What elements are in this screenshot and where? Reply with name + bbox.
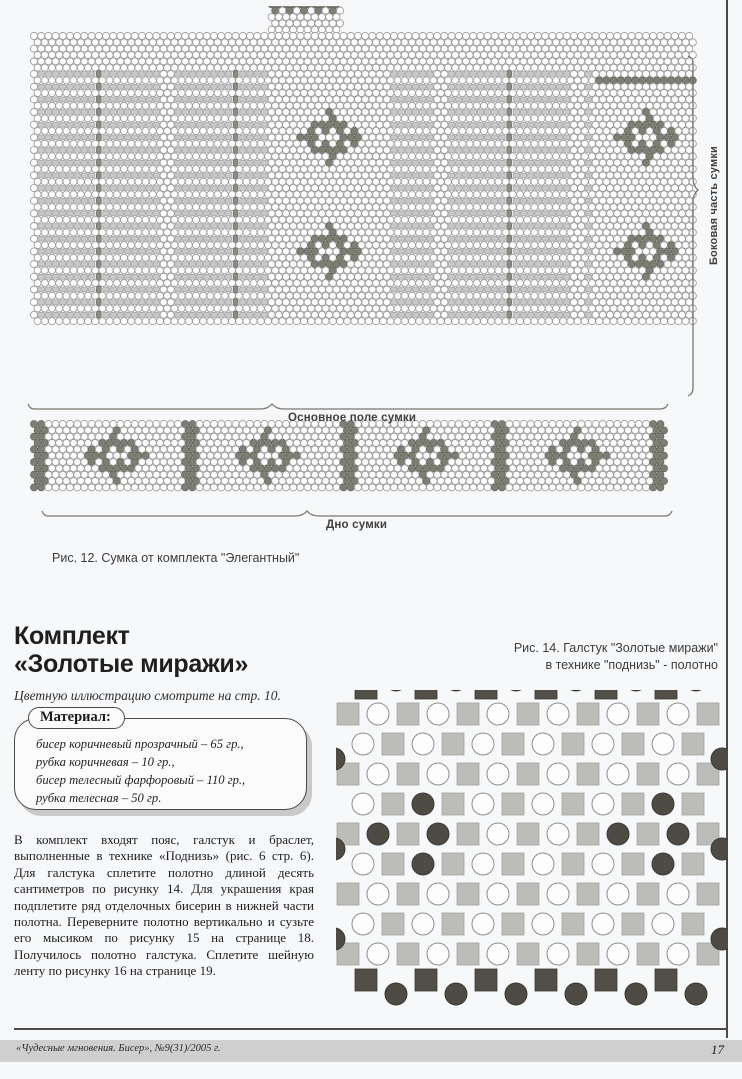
bead-circle-light [352,913,374,935]
bead-square-light [502,853,524,875]
bead-square-light [577,823,599,845]
label-main-field: Основное поле сумки [288,412,417,424]
tie-beads [336,690,728,1005]
article-title [14,622,314,678]
bead-circle-light [607,703,629,725]
bead-circle-dark [711,838,728,860]
bead-circle-light [352,733,374,755]
bead-circle-light [427,883,449,905]
bead-square-light [637,763,659,785]
bead-square-light [622,853,644,875]
bead-circle-light [472,793,494,815]
bead-circle-light [367,883,389,905]
bead-square-light [442,913,464,935]
bead-circle-light [592,793,614,815]
article-column [14,622,314,979]
bead-square-dark [475,969,497,991]
tie-diagram-svg [336,690,728,1020]
bead-square-light [442,733,464,755]
figure-12-bag-chart [20,6,720,566]
bead-square-dark [655,690,677,699]
material-item: рубка коричневая – 10 гр., [36,755,175,770]
chart-bottom-strip [30,420,667,490]
material-item: бисер коричневый прозрачный – 65 гр., [36,737,244,751]
figure-14-caption [514,640,718,674]
bead-square-light [562,733,584,755]
footer-page-number: 17 [711,1042,724,1057]
bead-circle-light [667,703,689,725]
bead-circle-light [652,913,674,935]
bead-square-dark [595,969,617,991]
bead-square-light [637,703,659,725]
bead-circle-light [352,853,374,875]
bead-square-light [457,703,479,725]
bead-circle-dark [565,690,587,691]
bead-square-light [682,853,704,875]
bead-square-light [577,943,599,965]
bead-circle-dark [711,928,728,950]
bead-circle-light [352,793,374,815]
bead-square-light [577,703,599,725]
bead-circle-light [532,913,554,935]
bead-circle-dark [685,983,707,1005]
bead-circle-light [547,703,569,725]
bead-square-light [442,793,464,815]
bead-square-dark [475,690,497,699]
bead-circle-light [487,763,509,785]
bead-square-light [397,703,419,725]
bead-square-light [682,793,704,815]
bead-square-light [382,793,404,815]
bead-circle-light [487,703,509,725]
bead-square-light [397,823,419,845]
bead-circle-light [367,943,389,965]
bead-circle-dark [565,983,587,1005]
bead-circle-light [652,733,674,755]
article-title-line1: Комплект [14,622,130,650]
bead-circle-light [592,913,614,935]
bead-circle-light [667,763,689,785]
bead-square-dark [355,690,377,699]
bead-square-light [397,763,419,785]
bead-circle-light [532,793,554,815]
bead-circle-light [487,943,509,965]
materials-tab-label: Материал: [28,707,125,729]
bead-circle-light [472,853,494,875]
bead-square-light [397,883,419,905]
bead-circle-light [532,853,554,875]
figure-14-caption-line2: в технике "поднизь" - полотно [545,657,718,672]
bead-square-light [502,793,524,815]
bead-square-light [697,703,719,725]
bead-square-light [397,943,419,965]
bead-circle-light [427,763,449,785]
bead-square-light [457,883,479,905]
bead-square-light [637,823,659,845]
bead-square-light [517,703,539,725]
brace-bottom [42,511,672,516]
bead-circle-dark [505,983,527,1005]
brace-main-field [28,404,668,409]
bead-square-light [502,733,524,755]
label-bottom: Дно сумки [326,519,388,531]
bead-square-light [457,763,479,785]
bead-square-light [502,913,524,935]
bead-circle-light [427,703,449,725]
bead-circle-dark [652,793,674,815]
bead-circle-dark [652,853,674,875]
bead-circle-light [472,913,494,935]
bead-square-dark [415,690,437,699]
bead-square-light [517,883,539,905]
bead-square-light [577,763,599,785]
bead-square-dark [535,969,557,991]
bead-circle-dark [505,690,527,691]
bead-circle-dark [385,690,407,691]
bead-square-light [457,823,479,845]
bead-square-light [382,853,404,875]
bead-circle-light [667,883,689,905]
bead-circle-light [487,883,509,905]
figure-14-tie-diagram [336,690,728,1020]
bead-circle-light [607,943,629,965]
bead-circle-light [547,763,569,785]
figure-14-caption-line1: Рис. 14. Галстук "Золотые миражи" [513,641,718,655]
bead-square-light [517,943,539,965]
bead-circle-light [427,943,449,965]
bead-circle-light [667,943,689,965]
material-item: бисер телесный фарфоровый – 110 гр., [36,773,246,788]
chart-top-tab [268,6,344,33]
bead-circle-light [592,853,614,875]
bead-circle-light [367,703,389,725]
bead-square-light [337,883,359,905]
bead-square-light [382,733,404,755]
bead-circle-dark [367,823,389,845]
label-side-part: Боковая часть сумки [708,146,720,266]
bead-square-light [697,883,719,905]
page-bottom-rule [14,1028,728,1030]
bead-circle-light [412,733,434,755]
materials-list [36,735,245,808]
figure-12-caption: Рис. 12. Сумка от комплекта "Элегантный" [52,551,300,565]
bead-circle-dark [445,983,467,1005]
bead-square-light [682,913,704,935]
bead-circle-light [592,733,614,755]
bead-square-light [622,913,644,935]
material-item: рубка телесная – 50 гр. [36,791,162,806]
bead-circle-dark [625,690,647,691]
bead-circle-dark [685,690,707,691]
bead-circle-dark [711,748,728,770]
bead-circle-dark [412,853,434,875]
bead-square-light [577,883,599,905]
bead-square-light [517,823,539,845]
bead-circle-light [367,763,389,785]
bead-circle-dark [412,793,434,815]
bead-square-light [562,913,584,935]
bead-square-light [457,943,479,965]
bead-circle-light [607,763,629,785]
bead-square-dark [355,969,377,991]
bead-circle-light [487,823,509,845]
footer-source: «Чудесные мгновения. Бисер», №9(31)/2005 г. [16,1043,221,1054]
chart-main-field [30,32,696,324]
bead-square-light [637,883,659,905]
bead-circle-dark [607,823,629,845]
bead-circle-light [607,883,629,905]
bead-square-light [517,763,539,785]
bead-square-light [337,703,359,725]
materials-box [14,709,312,816]
bead-circle-light [547,823,569,845]
bead-square-light [622,733,644,755]
bead-circle-dark [385,983,407,1005]
bead-square-light [622,793,644,815]
bead-square-dark [655,969,677,991]
bag-chart-svg [20,6,720,566]
bead-circle-dark [445,690,467,691]
bead-circle-light [472,733,494,755]
bead-circle-dark [427,823,449,845]
bead-square-dark [595,690,617,699]
article-subnote: Цветную иллюстрацию смотрите на стр. 10. [14,688,281,703]
bead-circle-light [547,883,569,905]
bead-square-light [682,733,704,755]
bead-circle-light [412,913,434,935]
bead-square-light [442,853,464,875]
bead-square-light [562,793,584,815]
article-title-line2: «Золотые миражи» [14,650,249,678]
bead-circle-dark [625,983,647,1005]
bead-circle-light [547,943,569,965]
bead-square-light [382,913,404,935]
bead-square-dark [535,690,557,699]
bead-circle-dark [667,823,689,845]
article-body: В комплект входят пояс, галстук и браслет, выполненные в технике «Поднизь» (рис. 6 стр. 6). Для галстука сплетите полотно длиной десять сантиметров по рисунку 14. Для украшения края подплетите ряд отделочных бисерин в нижней части полотна. Переверните полотно вертикально и сузьте его мысиком по рисунку 15 на странице 18. Получилось полотно галстука. Сплетите шейную ленту по рисунку 16 на странице 19. [14,832,314,978]
bead-circle-light [532,733,554,755]
bead-square-dark [415,969,437,991]
bead-square-light [637,943,659,965]
bead-square-light [562,853,584,875]
